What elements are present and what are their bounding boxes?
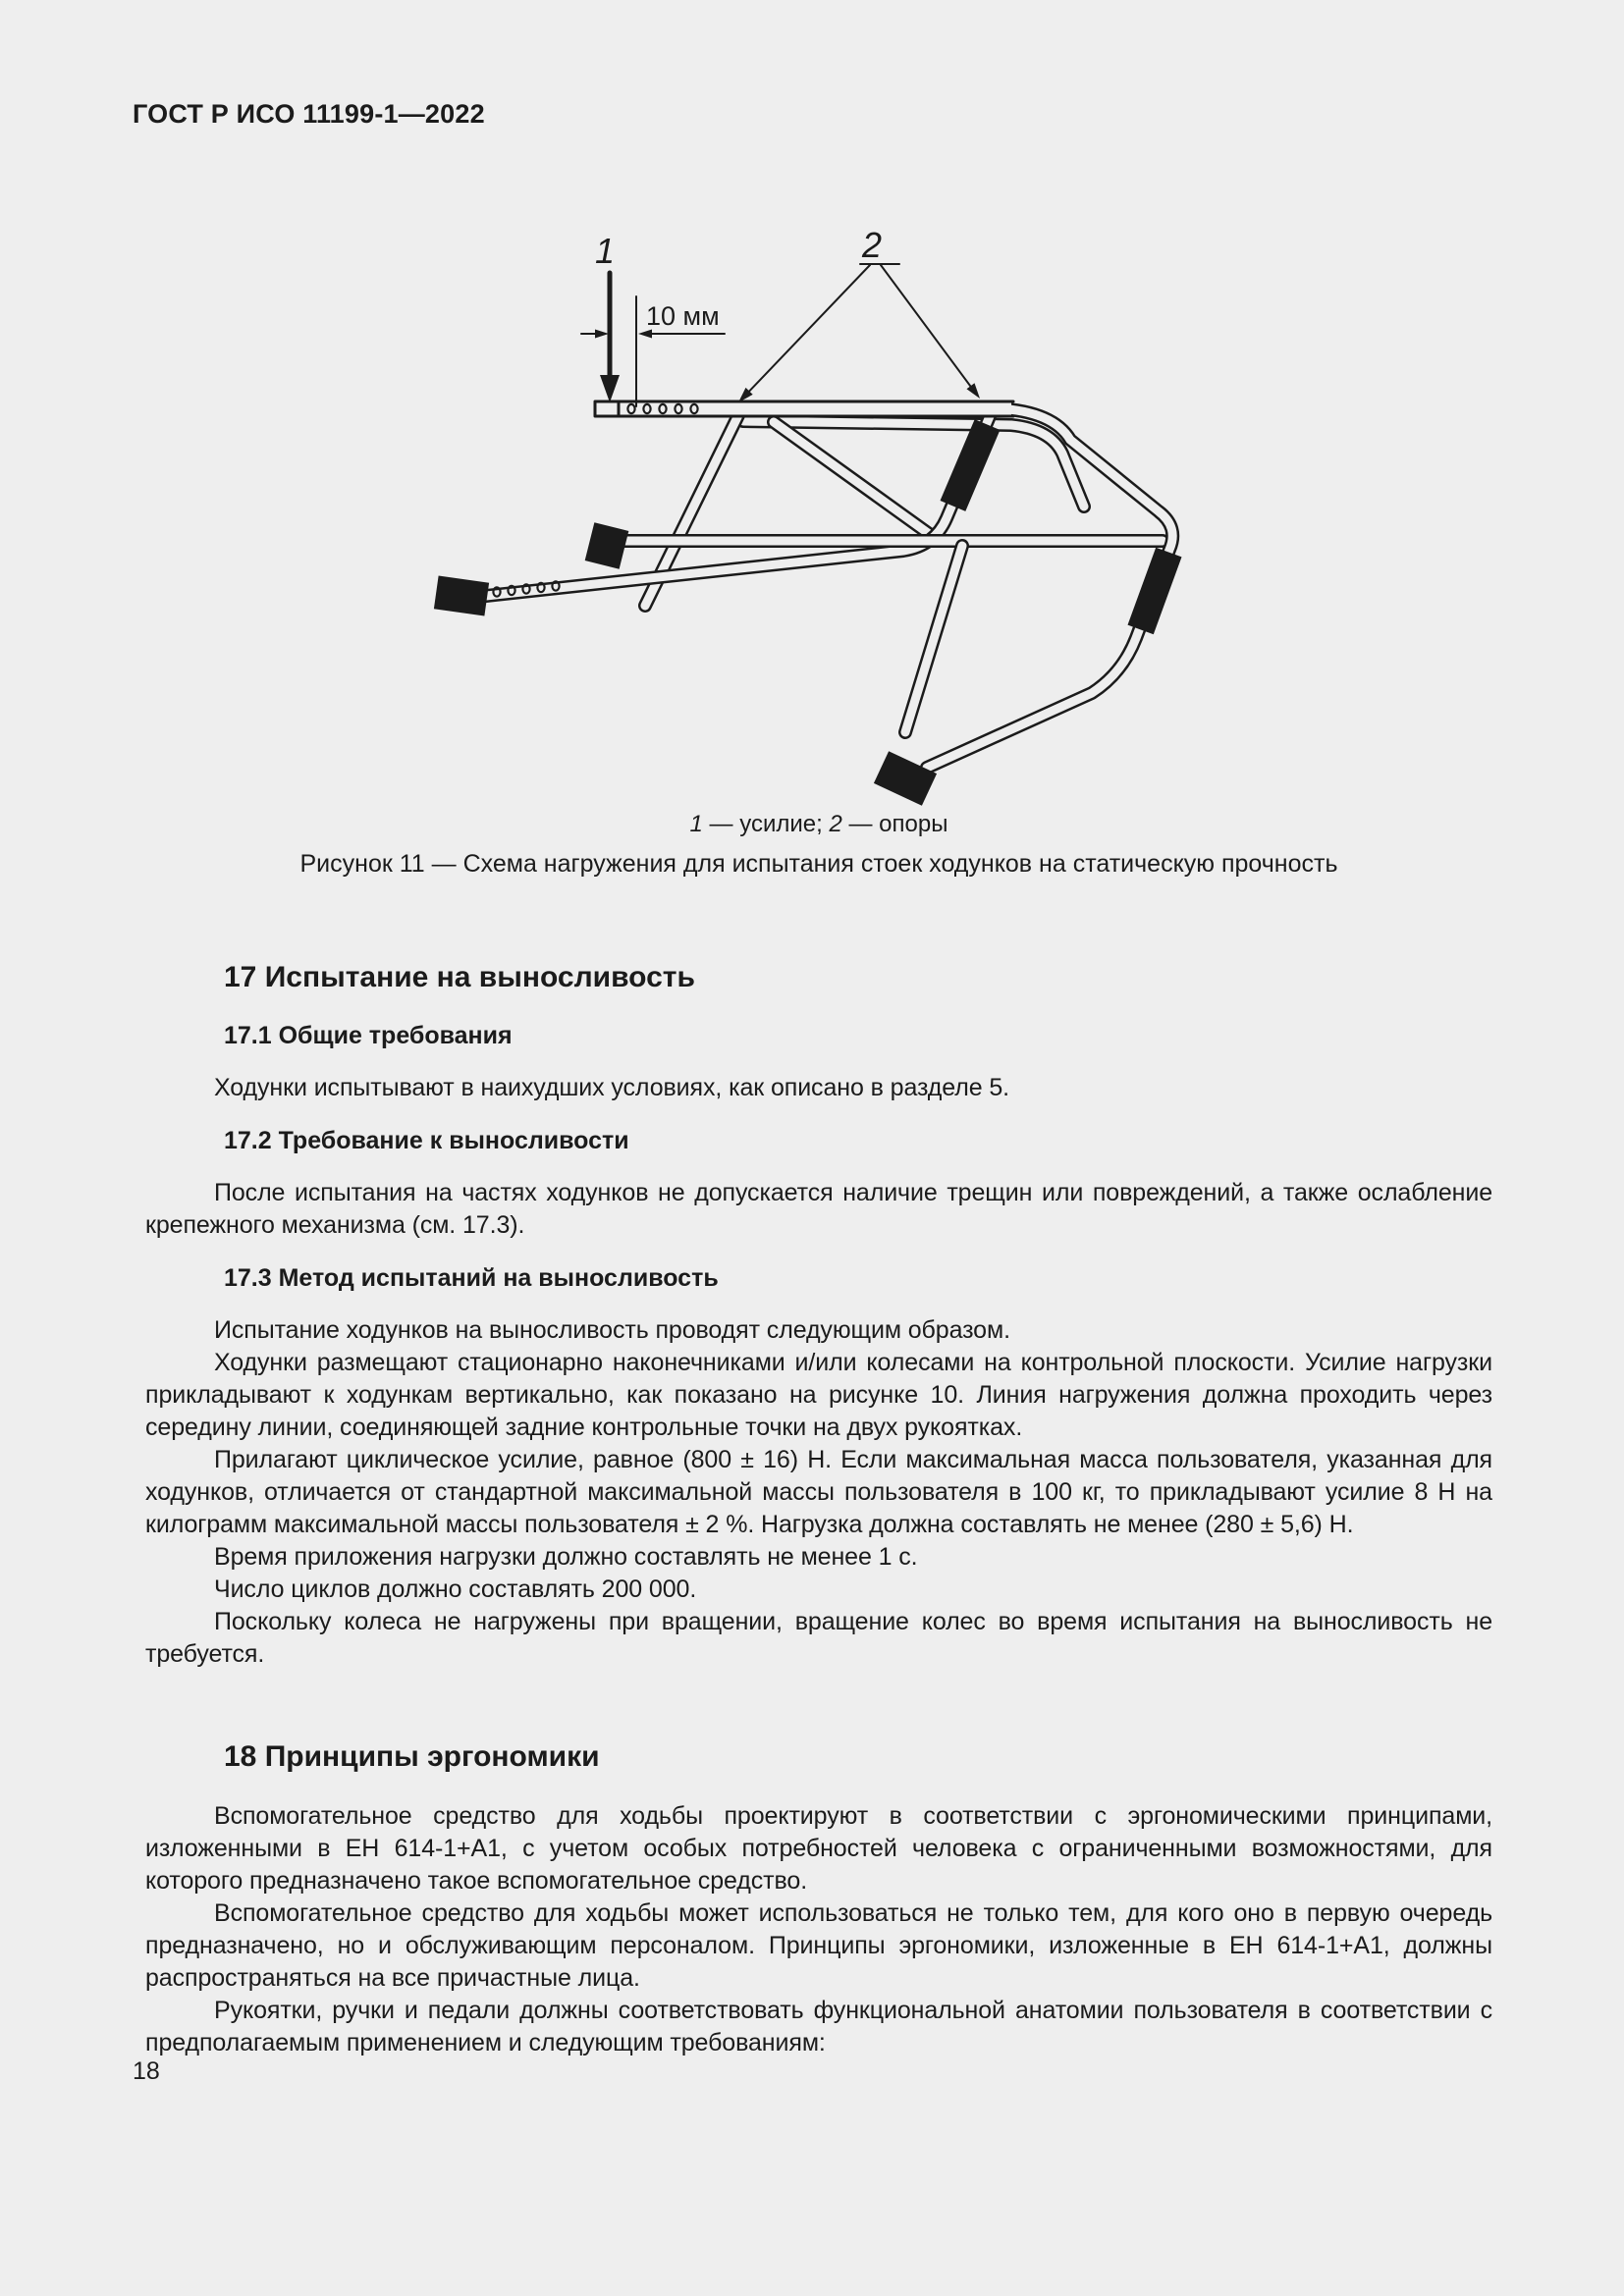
section-17-title: 17 Испытание на выносливость (224, 961, 695, 993)
page-number: 18 (133, 2057, 160, 2085)
figure-caption: Рисунок 11 — Схема нагружения для испытания стоек ходунков на статическую прочность (299, 850, 1338, 878)
right-grip (1127, 548, 1181, 635)
section-18 (145, 1739, 1492, 2059)
paragraph: Время приложения нагрузки должно составлять не менее 1 с. (214, 1543, 918, 1571)
dimension-label: 10 мм (646, 301, 720, 331)
crossbar-end-cap (585, 522, 629, 569)
paragraph: Вспомогательное средство для ходьбы проектируют в соответствии с эргономическими принципами, изложенными в ЕН 614-1+А1, с учетом особых потребностей человека с ограниченными возможностями, для которого предназначено такое вспомогательное средство. (145, 1802, 1492, 1895)
figure-11-diagram (363, 196, 1247, 844)
paragraph: Прилагают циклическое усилие, равное (800 ± 16) Н. Если максимальная масса пользователя, указанная для ходунков, отличается от стандартной максимальной массы пользователя в 100 кг, то прикладывают усилие 8 Н на килограмм максимальной массы пользователя ± 2 %. Нагрузка должна составлять не менее (280 ± 5,6) Н. (145, 1446, 1492, 1538)
upper-grip (941, 419, 1001, 511)
legend-num-2: 2 (829, 811, 842, 837)
paragraph: После испытания на частях ходунков не допускается наличие трещин или повреждений, а также ослабление крепежного механизма (см. 17.3). (145, 1179, 1492, 1239)
paragraph: Рукоятки, ручки и педали должны соответствовать функциональной анатомии пользователя в соответствии с предполагаемым применением и следующим требованиям: (145, 1997, 1492, 2056)
document-header: ГОСТ Р ИСО 11199-1—2022 (133, 99, 485, 129)
force-label: 1 (595, 231, 616, 271)
front-foot-ferrule (434, 576, 489, 616)
legend-num-1: 1 (689, 811, 703, 837)
far-rear-leg-tube (905, 546, 962, 732)
section-17-3-title: 17.3 Метод испытаний на выносливость (224, 1264, 719, 1292)
handle-rail (595, 401, 1013, 416)
section-18-title: 18 Принципы эргономики (224, 1740, 600, 1773)
paragraph: Поскольку колеса не нагружены при вращении, вращение колес во время испытания на выносливость не требуется. (145, 1608, 1492, 1668)
paragraph: Ходунки размещают стационарно наконечниками и/или колесами на контрольной плоскости. Усилие нагрузки прикладывают к ходункам вертикально, как показано на рисунке 10. Линия нагружения должна проходить через середину линии, соединяющей задние контрольные точки на двух рукоятках. (145, 1349, 1492, 1441)
supports-label: 2 (862, 225, 883, 265)
legend-text-1: — усилие; (702, 811, 830, 837)
walker-frame-drawing (363, 196, 1247, 844)
section-17 (145, 960, 1492, 1671)
brace-tube (774, 422, 935, 538)
paragraph: Ходунки испытывают в наихудших условиях, как описано в разделе 5. (214, 1074, 1010, 1101)
paragraph: Вспомогательное средство для ходьбы может использоваться не только тем, для кого оно в первую очередь предназначено, но и обслуживающим персоналом. Принципы эргономики, изложенные в ЕН 614-1+А1, должны распространяться на все причастные лица. (145, 1899, 1492, 1992)
figure-legend (145, 811, 1492, 838)
legend-text-2: — опоры (841, 811, 948, 837)
force-arrow (600, 273, 620, 402)
supports-leaders (738, 264, 980, 402)
rail-end-tip (595, 401, 619, 416)
front-left-leg-tube (477, 416, 990, 597)
section-17-2-title: 17.2 Требование к выносливости (224, 1127, 629, 1154)
paragraph: Испытание ходунков на выносливость проводят следующим образом. (214, 1316, 1010, 1344)
rear-foot-ferrule (874, 751, 937, 805)
paragraph: Число циклов должно составлять 200 000. (214, 1575, 697, 1603)
section-17-1-title: 17.1 Общие требования (224, 1022, 513, 1049)
